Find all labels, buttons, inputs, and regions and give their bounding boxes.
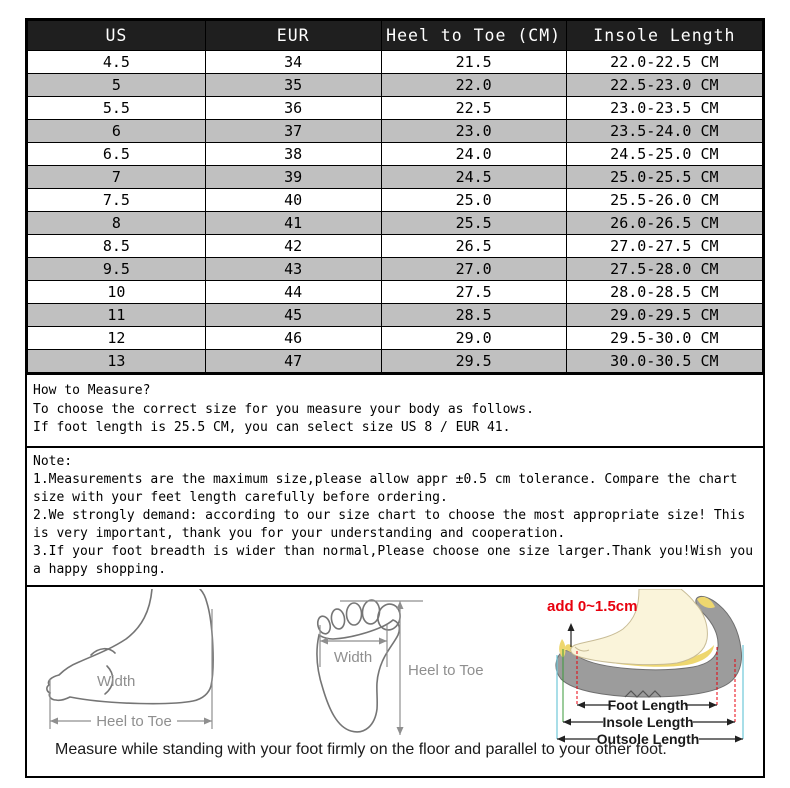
table-cell: 22.5-23.0 CM: [566, 74, 762, 97]
table-row: [28, 120, 763, 143]
table-cell: 37: [205, 120, 381, 143]
note-item: 1.Measurements are the maximum size,please allow appr ±0.5 cm tolerance. Compare the chart size with your feet length carefully before ordering.: [33, 471, 738, 505]
column-header-eur: EUR: [205, 21, 381, 51]
measurement-diagram-section: [27, 585, 763, 786]
table-cell: 13: [28, 350, 206, 373]
how-to-measure-section: [27, 373, 763, 446]
table-cell: 35: [205, 74, 381, 97]
table-header-row: [28, 21, 763, 51]
table-cell: 45: [205, 304, 381, 327]
table-cell: 22.0: [381, 74, 566, 97]
table-row: [28, 166, 763, 189]
table-cell: 29.5: [381, 350, 566, 373]
note-item: 3.If your foot breadth is wider than normal,Please choose one size larger.Thank you!Wish you a happy shopping.: [33, 543, 754, 577]
table-cell: 28.0-28.5 CM: [566, 281, 762, 304]
table-cell: 24.0: [381, 143, 566, 166]
table-cell: 8: [28, 212, 206, 235]
table-row: [28, 350, 763, 373]
table-cell: 25.5: [381, 212, 566, 235]
column-header-us: US: [28, 21, 206, 51]
table-row: [28, 212, 763, 235]
table-cell: 29.5-30.0 CM: [566, 327, 762, 350]
table-cell: 23.0-23.5 CM: [566, 97, 762, 120]
table-cell: 23.5-24.0 CM: [566, 120, 762, 143]
add-tolerance-label: add 0~1.5cm: [547, 597, 638, 615]
table-row: [28, 281, 763, 304]
size-guide-panel: [25, 18, 765, 778]
table-cell: 21.5: [381, 51, 566, 74]
table-cell: 46: [205, 327, 381, 350]
top-foot-diagram: [297, 595, 527, 741]
table-cell: 8.5: [28, 235, 206, 258]
size-table-body: [28, 51, 763, 373]
table-row: [28, 143, 763, 166]
table-cell: 24.5-25.0 CM: [566, 143, 762, 166]
table-cell: 30.0-30.5 CM: [566, 350, 762, 373]
table-cell: 7.5: [28, 189, 206, 212]
table-cell: 22.0-22.5 CM: [566, 51, 762, 74]
table-cell: 34: [205, 51, 381, 74]
table-cell: 27.5: [381, 281, 566, 304]
column-header-insole: Insole Length: [566, 21, 762, 51]
table-cell: 38: [205, 143, 381, 166]
table-row: [28, 74, 763, 97]
table-cell: 22.5: [381, 97, 566, 120]
table-cell: 23.0: [381, 120, 566, 143]
table-cell: 27.0: [381, 258, 566, 281]
insole-length-label: Insole Length: [602, 713, 694, 730]
table-cell: 25.0-25.5 CM: [566, 166, 762, 189]
foot-length-label: Foot Length: [607, 696, 689, 713]
table-row: [28, 189, 763, 212]
table-cell: 39: [205, 166, 381, 189]
measurement-caption: Measure while standing with your foot firmly on the floor and parallel to your other foot.: [55, 740, 667, 758]
outsole-length-label: Outsole Length: [596, 730, 700, 747]
note-title: Note:: [33, 453, 73, 469]
table-cell: 36: [205, 97, 381, 120]
side-heel-to-toe-label: Heel to Toe: [96, 712, 172, 730]
table-row: [28, 304, 763, 327]
table-cell: 24.5: [381, 166, 566, 189]
note-item: 2.We strongly demand: according to our size chart to choose the most appropriate size! This is very important, thank you for your understanding and cooperation.: [33, 507, 746, 541]
how-to-measure-line: If foot length is 25.5 CM, you can select size US 8 / EUR 41.: [33, 420, 511, 435]
table-cell: 10: [28, 281, 206, 304]
table-cell: 44: [205, 281, 381, 304]
table-cell: 29.0-29.5 CM: [566, 304, 762, 327]
table-cell: 27.5-28.0 CM: [566, 258, 762, 281]
table-cell: 47: [205, 350, 381, 373]
table-cell: 26.5: [381, 235, 566, 258]
table-cell: 27.0-27.5 CM: [566, 235, 762, 258]
table-cell: 5: [28, 74, 206, 97]
table-cell: 29.0: [381, 327, 566, 350]
side-foot-diagram: [43, 589, 259, 739]
table-cell: 6.5: [28, 143, 206, 166]
side-width-label: Width: [97, 672, 136, 690]
how-to-measure-line: To choose the correct size for you measure your body as follows.: [33, 401, 534, 417]
table-row: [28, 327, 763, 350]
table-cell: 28.5: [381, 304, 566, 327]
table-cell: 42: [205, 235, 381, 258]
table-cell: 26.0-26.5 CM: [566, 212, 762, 235]
table-cell: 12: [28, 327, 206, 350]
how-to-measure-title: How to Measure?: [33, 383, 151, 398]
column-header-heel: Heel to Toe (CM): [381, 21, 566, 51]
table-cell: 40: [205, 189, 381, 212]
table-cell: 9.5: [28, 258, 206, 281]
note-section: [27, 446, 763, 585]
table-cell: 43: [205, 258, 381, 281]
table-cell: 4.5: [28, 51, 206, 74]
table-cell: 6: [28, 120, 206, 143]
table-cell: 5.5: [28, 97, 206, 120]
table-row: [28, 258, 763, 281]
top-heel-to-toe-label: Heel to Toe: [408, 661, 484, 679]
table-row: [28, 235, 763, 258]
size-table: [27, 20, 763, 373]
table-cell: 25.0: [381, 189, 566, 212]
table-cell: 25.5-26.0 CM: [566, 189, 762, 212]
table-cell: 11: [28, 304, 206, 327]
table-row: [28, 97, 763, 120]
table-cell: 7: [28, 166, 206, 189]
table-cell: 41: [205, 212, 381, 235]
top-width-label: Width: [333, 648, 373, 666]
table-row: [28, 51, 763, 74]
shoe-cross-section-diagram: [547, 589, 763, 747]
